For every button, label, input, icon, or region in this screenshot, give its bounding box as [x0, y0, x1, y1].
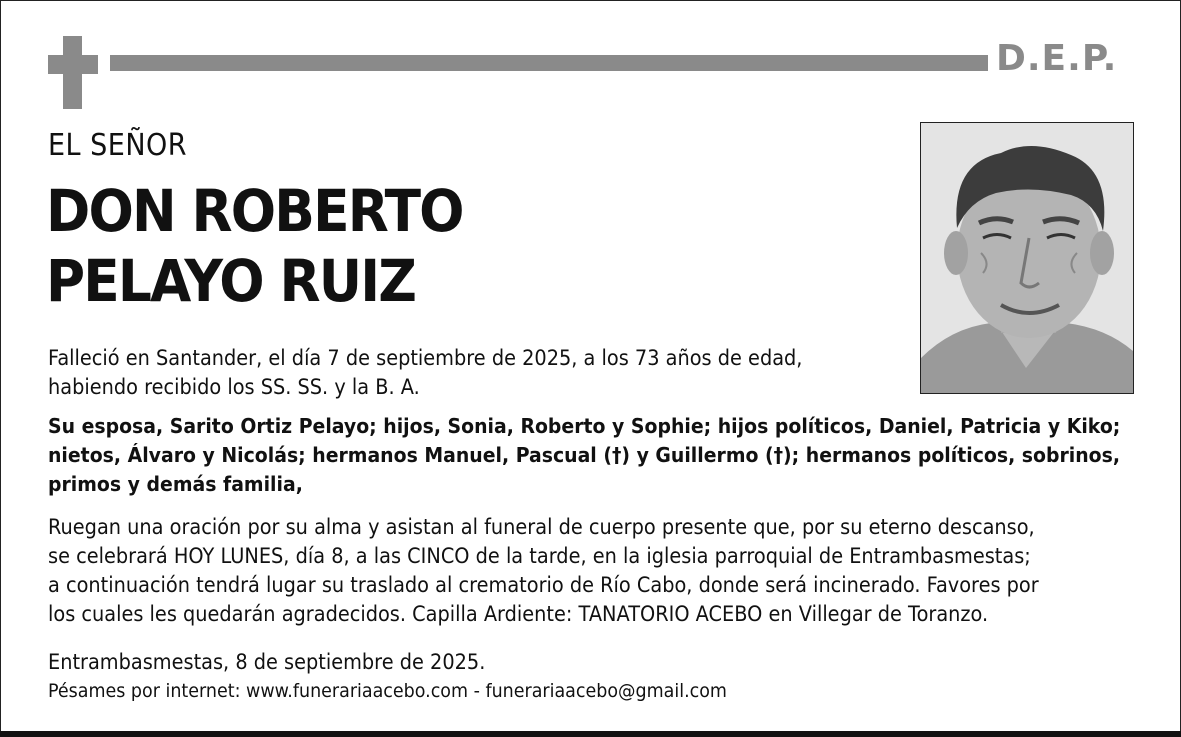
portrait-photo — [920, 122, 1134, 394]
condolences-line: Pésames por internet: www.funerariaacebo.com - funerariaacebo@gmail.com — [48, 680, 727, 702]
family-text — [48, 412, 1121, 499]
request-line-3: a continuación tendrá lugar su traslado al crematorio de Río Cabo, donde será incinerado. Favores por — [48, 573, 1039, 597]
family-line-1: Su esposa, Sarito Ortiz Pelayo; hijos, Sonia, Roberto y Sophie; hijos políticos, Daniel, Patricia y Kiko; — [48, 414, 1121, 438]
place-date — [48, 648, 876, 677]
place-date-line: Entrambasmestas, 8 de septiembre de 2025. — [48, 650, 486, 674]
funeral-request-text — [48, 513, 1124, 629]
request-line-4: los cuales les quedarán agradecidos. Capilla Ardiente: TANATORIO ACEBO en Villegar de Toranzo. — [48, 602, 989, 626]
death-notice-text — [48, 344, 876, 402]
dep-label: D.E.P. — [996, 38, 1118, 79]
family-line-2: nietos, Álvaro y Nicolás; hermanos Manuel, Pascual (†) y Guillermo (†); hermanos políticos, sobrinos, — [48, 443, 1121, 467]
death-notice-line-2: habiendo recibido los SS. SS. y la B. A. — [48, 375, 420, 399]
bottom-rule — [0, 731, 1181, 737]
header-rule — [110, 55, 988, 71]
name-line-2: PELAYO RUIZ — [46, 247, 416, 315]
cross-icon — [48, 36, 98, 109]
portrait-image — [921, 123, 1133, 393]
request-line-2: se celebrará HOY LUNES, día 8, a las CINCO de la tarde, en la iglesia parroquial de Entrambasmestas; — [48, 544, 1031, 568]
family-line-3: primos y demás familia, — [48, 472, 303, 496]
condolences — [48, 678, 876, 704]
death-notice-line-1: Falleció en Santander, el día 7 de septiembre de 2025, a los 73 años de edad, — [48, 346, 803, 370]
name-line-1: DON ROBERTO — [46, 177, 463, 245]
request-line-1: Ruegan una oración por su alma y asistan al funeral de cuerpo presente que, por su eterno descanso, — [48, 515, 1035, 539]
honorific: EL SEÑOR — [48, 128, 188, 163]
deceased-name — [46, 176, 463, 316]
